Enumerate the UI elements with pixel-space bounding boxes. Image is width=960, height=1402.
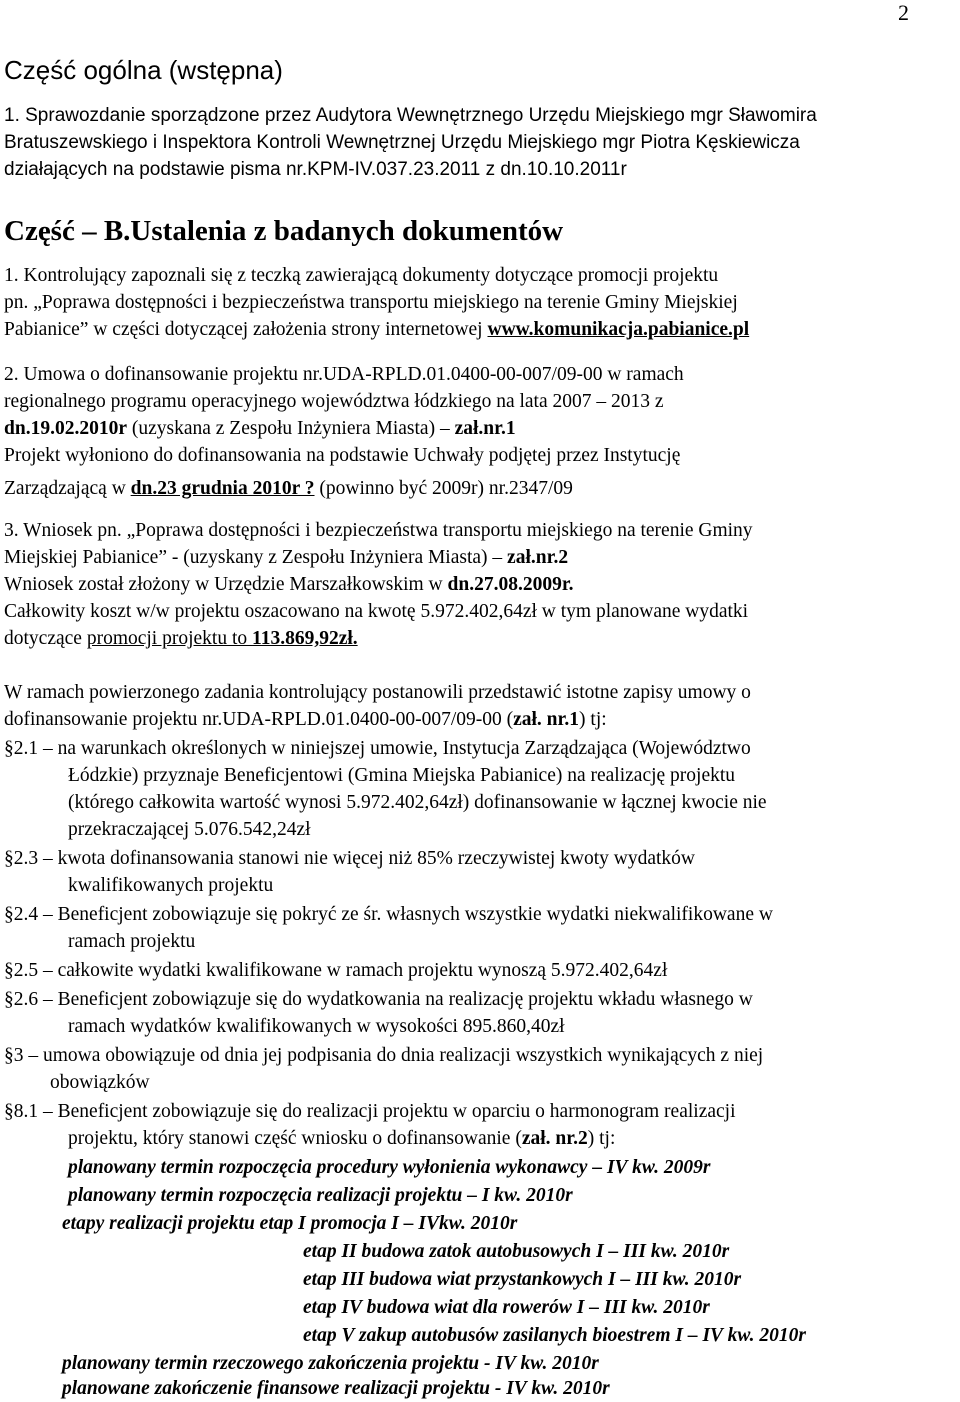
attachment-ref: zał.nr.2 [507, 547, 569, 568]
item3-line-2 [4, 545, 568, 571]
item1-line-1: 1. Kontrolujący zapoznali się z teczką zawierającą dokumenty dotyczące promocji projektu [4, 265, 719, 286]
item3-line-5 [4, 626, 358, 652]
clause-text: projektu, który stanowi część wniosku o dofinansowanie ( [68, 1128, 522, 1149]
item2-text: (uzyskana z Zespołu Inżyniera Miasta) – [126, 418, 455, 439]
intro-line-1: 1. Sprawozdanie sporządzone przez Audytora Wewnętrznego Urzędu Miejskiego mgr Sławomira [4, 105, 817, 126]
website-link[interactable]: www.komunikacja.pabianice.pl [487, 319, 750, 340]
para-line-1: W ramach powierzonego zadania kontrolujący postanowili przedstawić istotne zapisy umowy o [4, 682, 751, 703]
clause-line: §2.1 – na warunkach określonych w niniejszej umowie, Instytucja Zarządzająca (Województwo [4, 738, 751, 759]
item2-line-4: Projekt wyłoniono do dofinansowania na podstawie Uchwały podjętej przez Instytucję [4, 445, 681, 466]
schedule-line: etap V zakup autobusów zasilanych bioestrem I – IV kw. 2010r [303, 1325, 806, 1346]
item2-line-2: regionalnego programu operacyjnego województwa łódzkiego na lata 2007 – 2013 z [4, 391, 664, 412]
clause-line: ramach wydatków kwalifikowanych w wysokości 895.860,40zł [68, 1016, 565, 1037]
section-heading-general: Część ogólna (wstępna) [4, 55, 283, 85]
para-text: dofinansowanie projektu nr.UDA-RPLD.01.0400-00-007/09-00 ( [4, 709, 514, 730]
item3-text: Wniosek został złożony w Urzędzie Marszałkowskim w [4, 574, 448, 595]
application-date: dn.27.08.2009r. [447, 574, 574, 595]
attachment-ref: zał. nr.1 [513, 709, 580, 730]
schedule-line: etapy realizacji projektu etap I promocja I – IVkw. 2010r [62, 1213, 518, 1234]
clause-line: Łódzkie) przyznaje Beneficjentowi (Gmina Miejska Pabianice) na realizację projektu [68, 765, 736, 786]
clause-line: ramach projektu [68, 931, 196, 952]
page-number: 2 [898, 0, 909, 25]
clause-line [68, 1126, 615, 1152]
clause-line: §2.3 – kwota dofinansowania stanowi nie więcej niż 85% rzeczywistej kwoty wydatków [4, 848, 695, 869]
clause-line: kwalifikowanych projektu [68, 875, 274, 896]
clause-text: ) tj: [587, 1128, 616, 1149]
resolution-date: dn.23 grudnia 2010r ? [130, 478, 315, 499]
section-heading-b: Część – B.Ustalenia z badanych dokumentów [4, 215, 564, 247]
intro-line-2: Bratuszewskiego i Inspektora Kontroli Wewnętrznej Urzędu Miejskiego mgr Piotra Kęskiewicza [4, 132, 800, 153]
attachment-ref: zał. nr.2 [521, 1128, 588, 1149]
contract-date: dn.19.02.2010r [4, 418, 127, 439]
item1-line-3 [4, 317, 749, 343]
schedule-line: planowany termin rzeczowego zakończenia projektu - IV kw. 2010r [62, 1353, 599, 1374]
item2-line-5 [4, 476, 573, 502]
clause-line: §2.4 – Beneficjent zobowiązuje się pokryć ze śr. własnych wszystkie wydatki niekwalifikowane w [4, 904, 773, 925]
item2-line-3 [4, 416, 516, 442]
clause-line: §2.5 – całkowite wydatki kwalifikowane w ramach projektu wynoszą 5.972.402,64zł [4, 960, 668, 981]
promotion-text: promocji projektu to [86, 628, 253, 649]
clause-line: przekraczającej 5.076.542,24zł [68, 819, 311, 840]
item3-line-1: 3. Wniosek pn. „Poprawa dostępności i bezpieczeństwa transportu miejskiego na terenie Gminy [4, 520, 753, 541]
item3-line-4: Całkowity koszt w/w projektu oszacowano na kwotę 5.972.402,64zł w tym planowane wydatki [4, 601, 749, 622]
schedule-line: etap II budowa zatok autobusowych I – III kw. 2010r [303, 1241, 730, 1262]
clause-line: §8.1 – Beneficjent zobowiązuje się do realizacji projektu w oparciu o harmonogram realizacji [4, 1101, 736, 1122]
item3-text: Miejskiej Pabianice” - (uzyskany z Zespołu Inżyniera Miasta) – [4, 547, 508, 568]
attachment-ref: zał.nr.1 [454, 418, 516, 439]
intro-line-3: działających na podstawie pisma nr.KPM-IV.037.23.2011 z dn.10.10.2011r [4, 159, 627, 180]
item1-line-2: pn. „Poprawa dostępności i bezpieczeństwa transportu miejskiego na terenie Gminy Miejskiej [4, 292, 738, 313]
schedule-line: etap III budowa wiat przystankowych I – III kw. 2010r [303, 1269, 742, 1290]
item2-line-1: 2. Umowa o dofinansowanie projektu nr.UDA-RPLD.01.0400-00-007/09-00 w ramach [4, 364, 684, 385]
item3-text: dotyczące [4, 628, 87, 649]
schedule-line: planowany termin rozpoczęcia realizacji projektu – I kw. 2010r [68, 1185, 573, 1206]
item2-text: (powinno być 2009r) nr.2347/09 [314, 478, 573, 499]
para-line-2 [4, 707, 607, 733]
promotion-amount: 113.869,92zł. [252, 628, 358, 649]
clause-line: (którego całkowita wartość wynosi 5.972.402,64zł) dofinansowanie w łącznej kwocie nie [68, 792, 767, 813]
para-text: ) tj: [579, 709, 607, 730]
item2-text: Zarządzającą w [4, 478, 131, 499]
schedule-line: etap IV budowa wiat dla rowerów I – III kw. 2010r [303, 1297, 710, 1318]
clause-line: obowiązków [50, 1072, 150, 1093]
item3-line-3 [4, 572, 574, 598]
clause-line: §2.6 – Beneficjent zobowiązuje się do wydatkowania na realizację projektu wkładu własnego w [4, 989, 753, 1010]
schedule-line: planowane zakończenie finansowe realizacji projektu - IV kw. 2010r [62, 1378, 610, 1399]
clause-line: §3 – umowa obowiązuje od dnia jej podpisania do dnia realizacji wszystkich wynikających z niej [4, 1045, 764, 1066]
schedule-line: planowany termin rozpoczęcia procedury wyłonienia wykonawcy – IV kw. 2009r [68, 1157, 711, 1178]
item1-text: Pabianice” w części dotyczącej założenia strony internetowej [4, 319, 488, 340]
